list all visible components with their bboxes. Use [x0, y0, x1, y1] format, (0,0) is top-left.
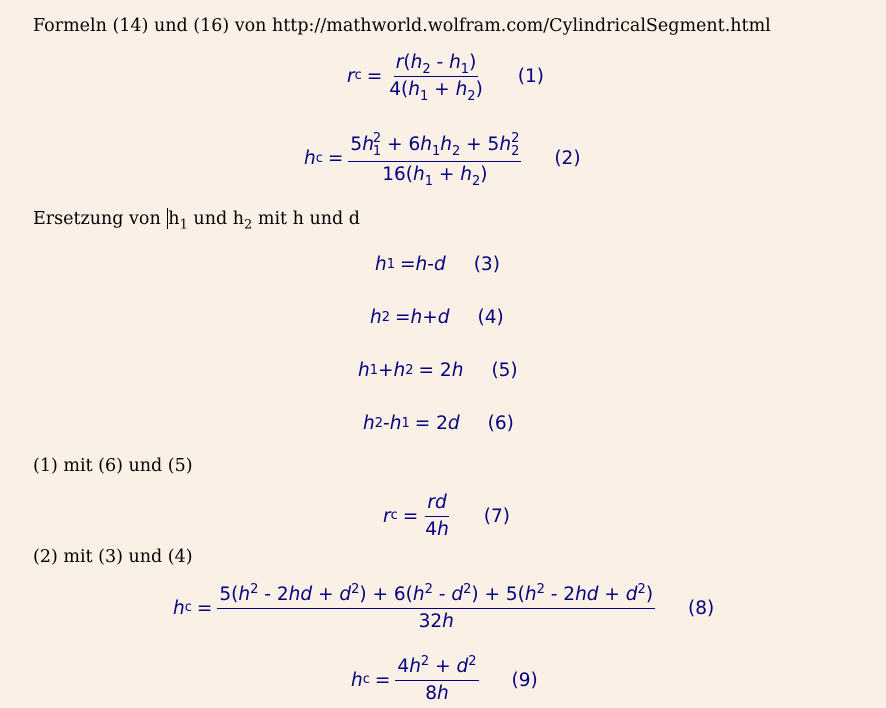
step2-text: (2) mit (3) und (4)	[33, 547, 193, 567]
substitution-text-part: mit h und d	[252, 209, 360, 229]
substitution-subscript: 2	[244, 217, 253, 233]
equation-6: h 2 - h 1 = 2 d (6)	[363, 413, 514, 434]
equation-3: h 1 = h - d (3)	[375, 254, 500, 275]
equation-label: (8)	[688, 597, 715, 619]
intro-text: Formeln (14) und (16) von http://mathworld.wolfram.com/CylindricalSegment.html	[33, 16, 771, 36]
equation-9: h c = $\frac{4h^2 + d^2}{8h}$ (9)	[351, 654, 538, 704]
equation-2: h c = 5h 2 1 + $6h_1h_2 + 5h$ 2 2 $16(h_1 + h_2)$ (2)	[304, 131, 581, 189]
equation-label: (7)	[483, 505, 511, 527]
equation-7: r c = $\frac{rd}{4h}$ (7)	[383, 492, 511, 540]
substitution-text-part: Ersetzung von	[33, 209, 167, 229]
step1-text: (1) mit (6) und (5)	[33, 456, 193, 476]
equation-label: (4)	[477, 307, 504, 328]
equation-label: (9)	[511, 669, 538, 691]
substitution-subscript: 1	[179, 217, 188, 233]
substitution-text	[33, 208, 360, 236]
equation-8: h c = $\frac{5(h^2 - 2hd + d^2) + 6(h^2 - d^2) + 5(h^2 - 2hd + d^2)}{32h}$ (8)	[173, 582, 715, 632]
substitution-text-part: und h	[187, 209, 244, 229]
substitution-text-part: h	[168, 209, 180, 229]
equation-label: (3)	[473, 254, 500, 275]
equation-5: h 1 + h 2 = 2 h (5)	[358, 360, 518, 381]
equation-label: (2)	[554, 148, 581, 169]
equation-label: (5)	[491, 360, 518, 381]
equation-label: (1)	[517, 65, 545, 87]
equation-label: (6)	[487, 413, 514, 434]
equation-4: h 2 = h + d (4)	[370, 307, 504, 328]
equation-1: r c = $\frac{r(h_2 - h_1)}{4(h_1 + h_2)}$ (1)	[347, 52, 545, 104]
